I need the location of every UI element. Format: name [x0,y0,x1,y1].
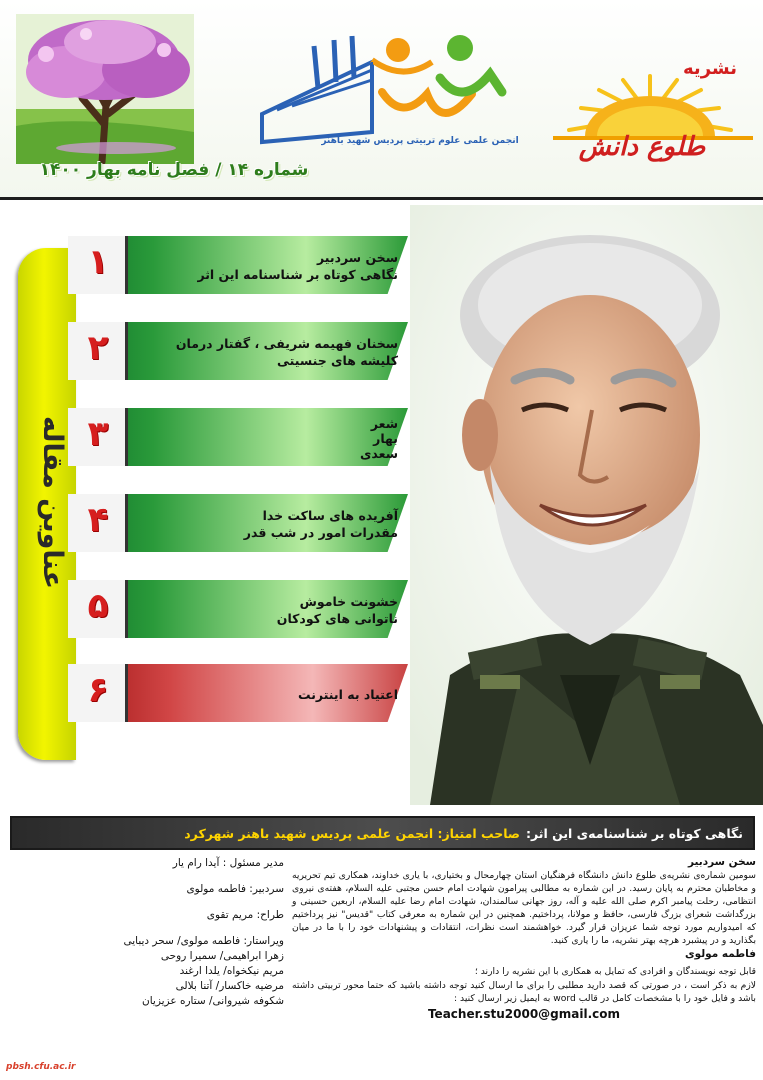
footer [0,806,763,1080]
article-row-6 [68,664,408,722]
submission-notice: لازم به ذکر است ، در صورتی که قصد دارید مطلبی را برای ما ارسال کنید توجه داشته باشید که حتما محور تربیتی داشته باشد و فایل خود را با مشخصات کامل در قالب word به ایمیل زیر ارسال کنید : [292,980,756,1004]
article-line: سخنان فهیمه شریفی ، گفتار درمان [175,336,398,351]
article-row-2 [68,322,408,380]
credit-manager: مدیر مسئول : آیدا رام یار [172,857,284,869]
credit-copyeditor: ویراستار: فاطمه مولوی/ سحر دیبایی [123,935,284,947]
editorial-note [292,856,756,1068]
header [0,0,763,200]
article-line: نگاهی کوتاه بر شناسنامه این اثر [197,267,398,282]
site-watermark: pbsh.cfu.ac.ir [6,1062,76,1072]
article-title [138,584,398,636]
article-line: اعتیاد به اینترنت [298,686,398,702]
article-row-5 [68,580,408,638]
editorial-body: سومین شماره‌ی نشریه‌ی طلوع دانش دانشگاه فرهنگیان استان چهارمحال و بختیاری، با یاری خداوند، همکاری تیم تحریریه و مخاطبان محترم به پایان رسید. در این شماره به مطالبی پیرامون شهادت امام حسن مجتبی علیه السلام، هفته‌ی نیروی انتظامی، رحلت پیامبر اکرم صلی الله علیه و آله، روز جهانی سالمندان، شهادت امام رضا علیه السلام، اربعین حسینی و بزرگداشت شعرای بزرگ فارسی، حافظ و مولانا، پرداختیم. همچنین در این شماره به معرفی کتاب "قدیس" نیز پرداختیم که امیدواریم مورد توجه شما عزیزان قرار گیرد. خواهشمند است نظرات، انتقادات و پیشنهادات خود را با ما در میان بگذارید و در پیشبرد هرچه بهتر نشریه، ما را یاری کنید. [292,870,756,946]
credit-copyeditor: مریم نیکخواه/ یلدا ارغند [179,965,284,977]
banner-owner: صاحب امتیاز: انجمن علمی پردیس شهید باهنر شهرکرد [184,825,520,841]
magazine-label: نشریه [683,58,737,79]
contributors-notice: قابل توجه نویسندگان و افرادی که تمایل به همکاری با این نشریه را دارند ؛ [474,966,756,977]
blossom-tree-illustration [16,14,194,164]
credit-copyeditor: زهرا ابراهیمی/ سمیرا روحی [160,950,284,962]
article-line: آفریده های ساکت خدا [262,508,398,523]
article-line: مقدرات امور در شب قدر [243,525,398,540]
article-title [138,240,398,292]
credits-banner [10,816,755,850]
article-number: ۳ [87,414,109,454]
banner-title: نگاهی کوتاه بر شناسنامه‌ی این اثر: [525,825,743,841]
credit-designer: طراح: مریم تقوی [206,909,284,921]
association-name: انجمن علمی علوم تربیتی پردیس شهید باهنر [321,136,519,146]
editorial-signature: فاطمه مولوی [684,948,756,960]
article-line: سخن سردبیر [317,250,398,265]
article-title [138,668,398,720]
editorial-heading: سخن سردبیر [687,856,756,868]
article-number: ۶ [87,670,109,710]
article-line: خشونت خاموش [299,594,398,609]
article-line: شعر [370,415,398,431]
articles-heading: عناوین مقاله [37,416,68,590]
article-row-1 [68,236,408,294]
article-title [138,326,398,378]
credit-editor: سردبیر: فاطمه مولوی [186,883,284,895]
association-logo [222,22,522,152]
article-row-3 [68,408,408,466]
article-number: ۵ [87,586,109,626]
contact-email[interactable]: Teacher.stu2000@gmail.com [427,1007,621,1021]
article-line: کلیشه های جنسیتی [277,353,398,368]
article-row-4 [68,494,408,552]
portrait-illustration [410,205,763,805]
article-line: بهار [373,430,398,446]
article-number: ۴ [87,500,109,540]
article-title [138,412,398,464]
article-number: ۱ [87,242,109,282]
staff-credits [20,856,284,1068]
article-line: سعدی [359,445,398,461]
issue-line: شماره ۱۴ / فصل نامه بهار ۱۴۰۰ [39,160,309,180]
credit-copyeditor: شکوفه شیروانی/ ستاره عزیزیان [142,995,284,1007]
magazine-title: طلوع دانش [578,132,706,162]
article-line: ناتوانی های کودکان [276,611,398,626]
article-title [138,498,398,550]
article-number: ۲ [87,328,109,368]
credit-copyeditor: مرضیه خاکسار/ آتنا بلالی [175,980,284,992]
